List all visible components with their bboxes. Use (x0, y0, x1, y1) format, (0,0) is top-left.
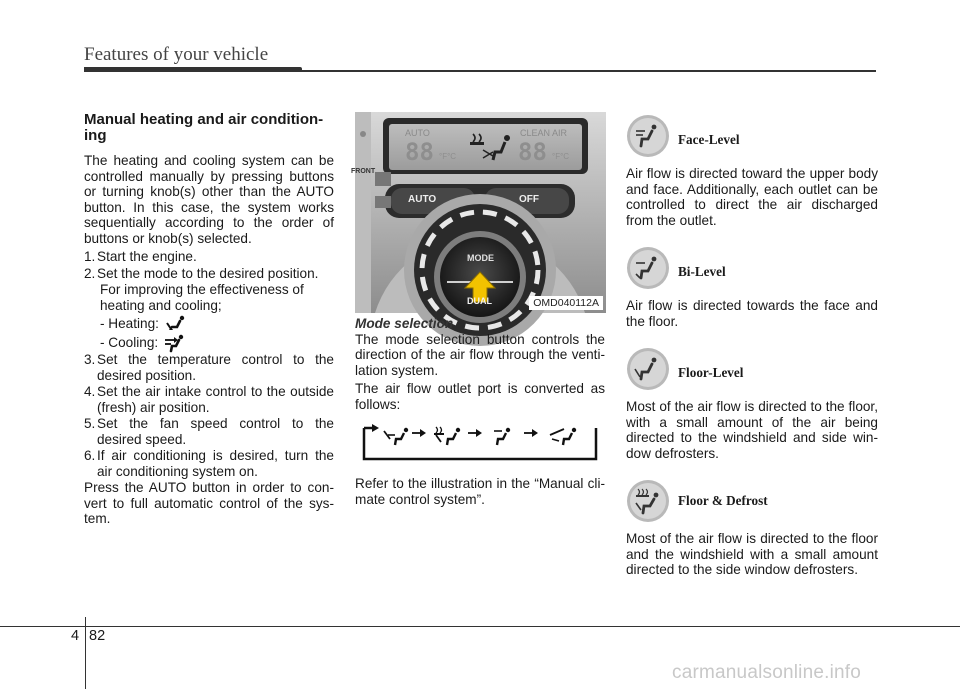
display-right-temp: 88 (518, 138, 547, 166)
step-2-note: For improving the effectiveness of heating and cooling; (100, 282, 304, 313)
face-level-icon (626, 114, 670, 158)
heating-label: - Heating: (100, 315, 159, 331)
figure-reference-code: OMD040112A (529, 296, 603, 310)
header-rule-thick (84, 67, 302, 72)
cooling-line (84, 333, 334, 352)
bi-level-icon (626, 246, 670, 290)
front-defrost-label: FRONT (351, 168, 376, 175)
header-rule-thin (300, 70, 876, 72)
step-text: Set the air intake control to the outside (fresh) air position. (97, 384, 334, 415)
mode-sequence-diagram (362, 423, 598, 463)
left-column (84, 112, 334, 530)
display-left-unit: °F°C (439, 152, 457, 161)
mode-paragraph-1: The mode selection button controls the direction of the air flow through the venti-lation system. (355, 331, 605, 378)
footer-rule (0, 626, 960, 627)
step-text: Set the temperature control to the desired position. (97, 352, 334, 383)
step-number: 5. (84, 416, 96, 431)
cooling-label: - Cooling: (100, 334, 159, 350)
floor-defrost-icon (626, 479, 670, 523)
step-number: 4. (84, 384, 96, 399)
right-column (626, 114, 878, 581)
face-level-heading (626, 114, 878, 158)
step-4 (84, 384, 334, 415)
display-clean-air: CLEAN AIR (520, 128, 568, 138)
step-number: 2. (84, 265, 96, 281)
heating-line (84, 314, 334, 333)
floor-level-heading (626, 347, 878, 391)
middle-text (355, 316, 605, 415)
step-3 (84, 352, 334, 383)
middle-reference-text (355, 476, 605, 510)
step-2 (84, 266, 334, 282)
face-level-icon (164, 334, 186, 352)
footer-divider (85, 617, 86, 689)
step-number: 1. (84, 249, 96, 264)
auto-button: AUTO (408, 194, 437, 205)
bi-level-label: Bi-Level (678, 264, 726, 280)
climate-control-panel-illustration (351, 112, 606, 313)
watermark: carmanualsonline.info (672, 662, 862, 683)
step-6 (84, 448, 334, 479)
floor-level-icon (165, 315, 187, 333)
step-5 (84, 416, 334, 447)
step-number: 6. (84, 448, 96, 463)
floor-defrost-label: Floor & Defrost (678, 493, 768, 509)
floor-level-label: Floor-Level (678, 365, 744, 381)
step-number: 3. (84, 352, 96, 367)
floor-level-text: Most of the air flow is directed to the floor, with a small amount of the air being directed to the windshield and side win-dow defrosters. (626, 399, 878, 461)
step-text: If air conditioning is desired, turn the air conditioning system on. (97, 448, 334, 479)
auto-note: Press the AUTO button in order to con-vert to full automatic control of the sys-tem. (84, 480, 334, 526)
step-1 (84, 249, 334, 265)
floor-level-icon (626, 347, 670, 391)
step-text: Set the mode to the desired position. (97, 265, 319, 281)
step-text: Set the fan speed control to the desired speed. (97, 416, 334, 447)
mode-selection-subheading: Mode selection (355, 316, 454, 331)
step-text: Start the engine. (97, 249, 197, 264)
display-left-temp: 88 (405, 138, 434, 166)
floor-defrost-heading (626, 479, 878, 523)
mode-paragraph-3: Refer to the illustration in the “Manual cli-mate control system”. (355, 476, 605, 507)
display-auto: AUTO (405, 128, 430, 138)
display-mode-icon (465, 132, 517, 162)
bi-level-heading (626, 246, 878, 290)
face-level-text: Air flow is directed toward the upper body and face. Additionally, each outlet can be controlled to direct the air discharged from the outlet. (626, 166, 878, 228)
section-heading: Manual heating and air condition-ing (84, 111, 324, 144)
off-button: OFF (519, 194, 539, 205)
dual-knob-label: DUAL (467, 296, 492, 306)
page-number: 82 (89, 628, 106, 644)
face-level-label: Face-Level (678, 132, 740, 148)
mode-paragraph-2: The air flow outlet port is converted as follows: (355, 381, 605, 412)
intro-paragraph: The heating and cooling system can be controlled manually by pressing buttons or turning knob(s) other than the AUTO button. In this case, the system works sequentially according to the order of buttons or knob(s) selected. (84, 153, 334, 246)
mode-knob-label: MODE (467, 253, 494, 263)
page-header-title: Features of your vehicle (84, 44, 269, 65)
bi-level-text: Air flow is directed towards the face and the floor. (626, 298, 878, 329)
display-right-unit: °F°C (552, 152, 570, 161)
chapter-number: 4 (71, 628, 80, 644)
floor-defrost-text: Most of the air flow is directed to the floor and the windshield with a small amount directed to the side window defrosters. (626, 531, 878, 577)
